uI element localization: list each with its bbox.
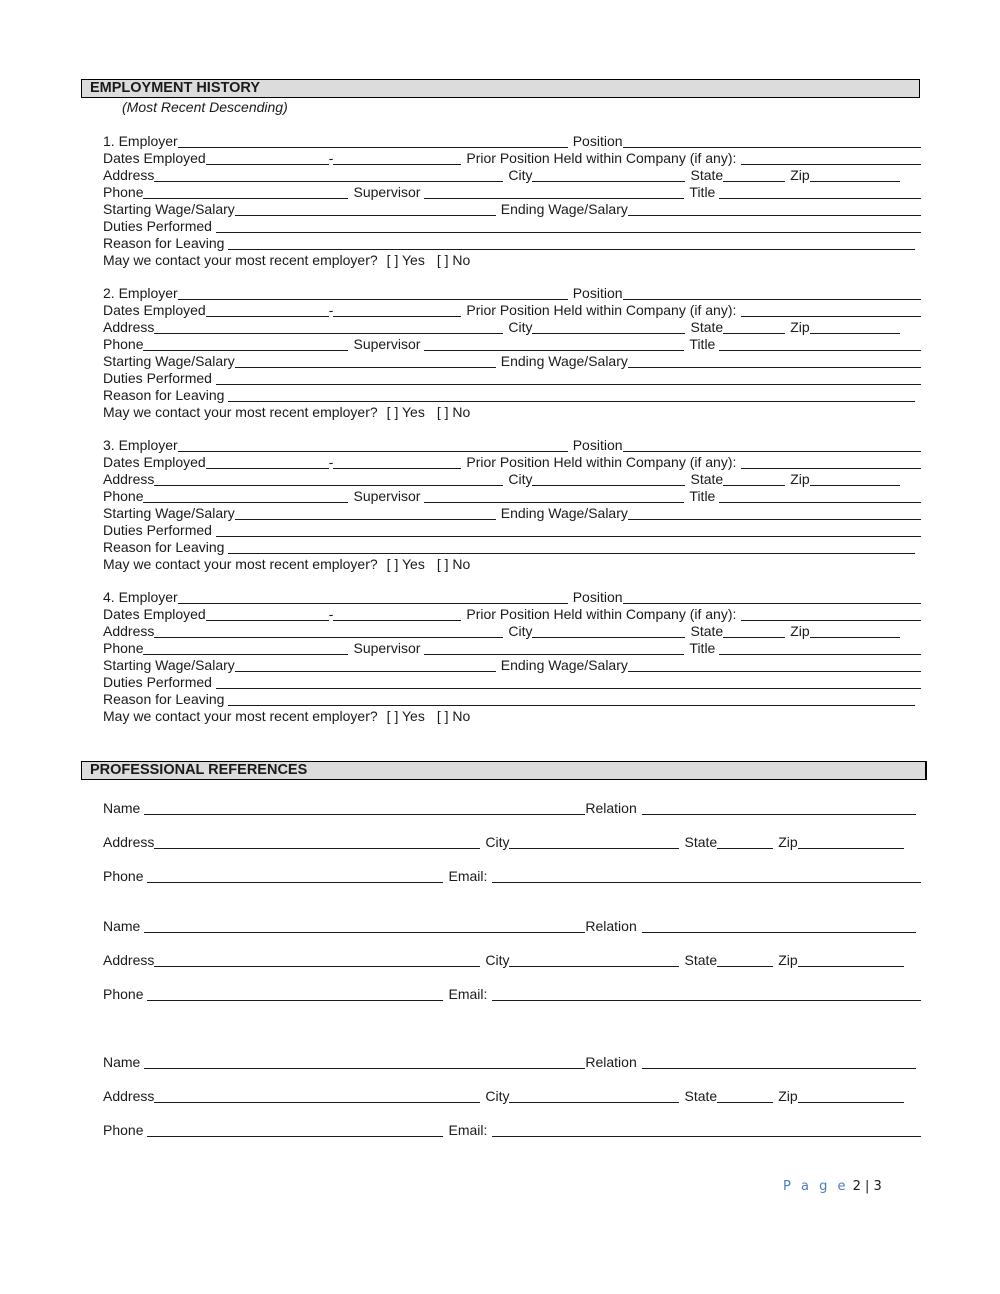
address-input[interactable] <box>154 953 480 967</box>
phone-label: Phone <box>103 184 144 200</box>
zip-input[interactable] <box>810 168 900 182</box>
duties-input[interactable] <box>216 371 921 385</box>
date-to-input[interactable] <box>333 607 461 621</box>
supervisor-input[interactable] <box>424 337 684 351</box>
contact-question: May we contact your most recent employer? <box>103 556 378 572</box>
name-label: Name <box>103 800 141 816</box>
address-row <box>103 319 921 336</box>
state-input[interactable] <box>723 624 785 638</box>
date-separator: - <box>328 454 334 470</box>
zip-input[interactable] <box>798 953 904 967</box>
duties-input[interactable] <box>216 523 921 537</box>
state-input[interactable] <box>723 320 785 334</box>
address-input[interactable] <box>154 168 503 182</box>
title-input[interactable] <box>719 337 921 351</box>
date-from-input[interactable] <box>206 303 329 317</box>
page-count: 2 | 3 <box>852 1179 882 1194</box>
supervisor-input[interactable] <box>424 185 684 199</box>
zip-label: Zip <box>790 471 810 487</box>
name-input[interactable] <box>144 801 585 815</box>
supervisor-input[interactable] <box>424 641 684 655</box>
zip-input[interactable] <box>810 320 900 334</box>
phone-label: Phone <box>103 868 144 884</box>
contact-row <box>103 556 921 573</box>
position-label: Position <box>572 589 623 605</box>
duties-input[interactable] <box>216 675 921 689</box>
dates-employed-label: Dates Employed <box>103 302 206 318</box>
wage-row <box>103 353 921 370</box>
title-label: Title <box>689 184 716 200</box>
date-from-input[interactable] <box>206 455 329 469</box>
position-input[interactable] <box>623 134 921 148</box>
date-separator: - <box>328 150 334 166</box>
phone-input[interactable] <box>143 337 348 351</box>
reference-name-row <box>103 1054 921 1071</box>
starting-wage-input[interactable] <box>235 658 496 672</box>
address-label: Address <box>103 167 155 183</box>
phone-input[interactable] <box>143 641 348 655</box>
email-input[interactable] <box>492 869 921 883</box>
date-separator: - <box>328 302 334 318</box>
contact-yes-checkbox[interactable]: [ ] Yes <box>386 252 425 268</box>
reason-input[interactable] <box>228 692 915 706</box>
date-to-input[interactable] <box>333 151 461 165</box>
contact-question: May we contact your most recent employer? <box>103 252 378 268</box>
city-input[interactable] <box>532 472 685 486</box>
address-label: Address <box>103 952 155 968</box>
professional-references-header: PROFESSIONAL REFERENCES <box>81 761 927 780</box>
address-input[interactable] <box>154 835 480 849</box>
phone-label: Phone <box>103 1122 144 1138</box>
title-label: Title <box>689 640 716 656</box>
title-label: Title <box>689 488 716 504</box>
employer-input[interactable] <box>178 438 568 452</box>
state-label: State <box>684 834 718 850</box>
date-from-input[interactable] <box>206 607 329 621</box>
employer-input[interactable] <box>178 134 568 148</box>
zip-label: Zip <box>778 952 798 968</box>
reason-label: Reason for Leaving <box>103 235 225 251</box>
address-input[interactable] <box>154 1089 480 1103</box>
address-input[interactable] <box>154 320 503 334</box>
email-label: Email: <box>448 1122 488 1138</box>
employer-label: 1. Employer <box>103 133 178 149</box>
state-input[interactable] <box>723 472 785 486</box>
employer-row <box>103 589 921 606</box>
state-input[interactable] <box>717 1089 773 1103</box>
email-label: Email: <box>448 986 488 1002</box>
contact-yes-checkbox[interactable]: [ ] Yes <box>386 556 425 572</box>
city-input[interactable] <box>509 953 679 967</box>
position-label: Position <box>572 133 623 149</box>
contact-row <box>103 708 921 725</box>
city-input[interactable] <box>532 624 685 638</box>
contact-no-checkbox[interactable]: [ ] No <box>436 556 471 572</box>
zip-label: Zip <box>778 834 798 850</box>
prior-position-label: Prior Position Held within Company (if any): <box>466 606 737 622</box>
employer-input[interactable] <box>178 286 568 300</box>
phone-label: Phone <box>103 986 144 1002</box>
prior-position-label: Prior Position Held within Company (if any): <box>466 302 737 318</box>
starting-wage-input[interactable] <box>235 202 496 216</box>
zip-input[interactable] <box>810 624 900 638</box>
prior-position-input[interactable] <box>741 151 921 165</box>
relation-label: Relation <box>585 800 637 816</box>
starting-wage-input[interactable] <box>235 506 496 520</box>
zip-input[interactable] <box>798 1089 904 1103</box>
contact-no-checkbox[interactable]: [ ] No <box>436 252 471 268</box>
city-input[interactable] <box>509 1089 679 1103</box>
phone-row <box>103 640 921 657</box>
page-number <box>783 1179 882 1194</box>
ending-wage-label: Ending Wage/Salary <box>500 505 628 521</box>
reason-input[interactable] <box>228 236 915 250</box>
reference-address-row <box>103 952 921 969</box>
phone-input[interactable] <box>147 987 443 1001</box>
date-separator: - <box>328 606 334 622</box>
employment-history-header: EMPLOYMENT HISTORY <box>81 79 920 98</box>
prior-position-label: Prior Position Held within Company (if any): <box>466 454 737 470</box>
phone-row <box>103 336 921 353</box>
dates-row <box>103 302 921 319</box>
state-input[interactable] <box>717 835 773 849</box>
reference-phone-row <box>103 986 921 1003</box>
reason-input[interactable] <box>228 540 915 554</box>
address-label: Address <box>103 319 155 335</box>
email-label: Email: <box>448 868 488 884</box>
contact-yes-checkbox[interactable]: [ ] Yes <box>386 708 425 724</box>
wage-row <box>103 505 921 522</box>
phone-label: Phone <box>103 488 144 504</box>
supervisor-label: Supervisor <box>353 488 421 504</box>
state-label: State <box>690 471 724 487</box>
employer-label: 2. Employer <box>103 285 178 301</box>
zip-label: Zip <box>778 1088 798 1104</box>
employer-input[interactable] <box>178 590 568 604</box>
contact-row <box>103 252 921 269</box>
reference-phone-row <box>103 868 921 885</box>
phone-row <box>103 488 921 505</box>
reference-name-row <box>103 800 921 817</box>
email-input[interactable] <box>492 1123 921 1137</box>
phone-input[interactable] <box>143 185 348 199</box>
wage-row <box>103 657 921 674</box>
state-label: State <box>690 167 724 183</box>
prior-position-input[interactable] <box>741 607 921 621</box>
city-label: City <box>485 952 510 968</box>
phone-input[interactable] <box>147 1123 443 1137</box>
contact-row <box>103 404 921 421</box>
title-input[interactable] <box>719 185 921 199</box>
phone-row <box>103 184 921 201</box>
zip-input[interactable] <box>798 835 904 849</box>
duties-row <box>103 218 921 235</box>
contact-no-checkbox[interactable]: [ ] No <box>436 708 471 724</box>
prior-position-input[interactable] <box>741 303 921 317</box>
dates-employed-label: Dates Employed <box>103 150 206 166</box>
state-label: State <box>684 952 718 968</box>
address-label: Address <box>103 1088 155 1104</box>
supervisor-label: Supervisor <box>353 336 421 352</box>
phone-input[interactable] <box>143 489 348 503</box>
reason-row <box>103 691 921 708</box>
reason-row <box>103 235 921 252</box>
starting-wage-label: Starting Wage/Salary <box>103 353 235 369</box>
address-input[interactable] <box>154 624 503 638</box>
address-row <box>103 623 921 640</box>
reason-label: Reason for Leaving <box>103 387 225 403</box>
ending-wage-input[interactable] <box>628 658 921 672</box>
ending-wage-input[interactable] <box>628 506 921 520</box>
dates-employed-label: Dates Employed <box>103 454 206 470</box>
contact-no-checkbox[interactable]: [ ] No <box>436 404 471 420</box>
dates-row <box>103 454 921 471</box>
city-label: City <box>485 834 510 850</box>
date-from-input[interactable] <box>206 151 329 165</box>
address-input[interactable] <box>154 472 503 486</box>
zip-label: Zip <box>790 167 810 183</box>
duties-label: Duties Performed <box>103 370 212 386</box>
date-to-input[interactable] <box>333 303 461 317</box>
employer-label: 4. Employer <box>103 589 178 605</box>
address-row <box>103 471 921 488</box>
relation-input[interactable] <box>642 1055 916 1069</box>
relation-label: Relation <box>585 1054 637 1070</box>
reason-input[interactable] <box>228 388 915 402</box>
supervisor-input[interactable] <box>424 489 684 503</box>
duties-label: Duties Performed <box>103 218 212 234</box>
reference-name-row <box>103 918 921 935</box>
contact-question: May we contact your most recent employer? <box>103 404 378 420</box>
position-input[interactable] <box>623 286 921 300</box>
state-label: State <box>690 319 724 335</box>
zip-label: Zip <box>790 319 810 335</box>
city-label: City <box>508 319 533 335</box>
employer-row <box>103 133 921 150</box>
contact-question: May we contact your most recent employer? <box>103 708 378 724</box>
page-word: P a g e <box>783 1179 849 1194</box>
position-label: Position <box>572 437 623 453</box>
duties-row <box>103 522 921 539</box>
ending-wage-label: Ending Wage/Salary <box>500 657 628 673</box>
ending-wage-label: Ending Wage/Salary <box>500 201 628 217</box>
address-row <box>103 167 921 184</box>
dates-employed-label: Dates Employed <box>103 606 206 622</box>
state-input[interactable] <box>717 953 773 967</box>
reason-row <box>103 387 921 404</box>
prior-position-label: Prior Position Held within Company (if any): <box>466 150 737 166</box>
position-label: Position <box>572 285 623 301</box>
zip-label: Zip <box>790 623 810 639</box>
employer-row <box>103 437 921 454</box>
duties-row <box>103 674 921 691</box>
title-input[interactable] <box>719 489 921 503</box>
name-input[interactable] <box>144 919 585 933</box>
city-input[interactable] <box>532 168 685 182</box>
employer-label: 3. Employer <box>103 437 178 453</box>
name-label: Name <box>103 1054 141 1070</box>
reference-address-row <box>103 834 921 851</box>
dates-row <box>103 150 921 167</box>
phone-input[interactable] <box>147 869 443 883</box>
city-input[interactable] <box>509 835 679 849</box>
phone-label: Phone <box>103 640 144 656</box>
email-input[interactable] <box>492 987 921 1001</box>
starting-wage-label: Starting Wage/Salary <box>103 505 235 521</box>
reference-address-row <box>103 1088 921 1105</box>
supervisor-label: Supervisor <box>353 184 421 200</box>
phone-label: Phone <box>103 336 144 352</box>
reason-label: Reason for Leaving <box>103 691 225 707</box>
duties-label: Duties Performed <box>103 674 212 690</box>
dates-row <box>103 606 921 623</box>
title-label: Title <box>689 336 716 352</box>
ending-wage-input[interactable] <box>628 354 921 368</box>
reason-row <box>103 539 921 556</box>
starting-wage-label: Starting Wage/Salary <box>103 657 235 673</box>
name-label: Name <box>103 918 141 934</box>
contact-yes-checkbox[interactable]: [ ] Yes <box>386 404 425 420</box>
address-label: Address <box>103 623 155 639</box>
zip-input[interactable] <box>810 472 900 486</box>
duties-input[interactable] <box>216 219 921 233</box>
city-label: City <box>508 623 533 639</box>
relation-input[interactable] <box>642 801 916 815</box>
employer-row <box>103 285 921 302</box>
starting-wage-label: Starting Wage/Salary <box>103 201 235 217</box>
relation-input[interactable] <box>642 919 916 933</box>
employment-history-subtitle: (Most Recent Descending) <box>122 99 288 115</box>
city-label: City <box>485 1088 510 1104</box>
position-input[interactable] <box>623 590 921 604</box>
state-label: State <box>684 1088 718 1104</box>
reference-phone-row <box>103 1122 921 1139</box>
state-input[interactable] <box>723 168 785 182</box>
duties-row <box>103 370 921 387</box>
ending-wage-input[interactable] <box>628 202 921 216</box>
state-label: State <box>690 623 724 639</box>
prior-position-input[interactable] <box>741 455 921 469</box>
reason-label: Reason for Leaving <box>103 539 225 555</box>
address-label: Address <box>103 471 155 487</box>
position-input[interactable] <box>623 438 921 452</box>
relation-label: Relation <box>585 918 637 934</box>
address-label: Address <box>103 834 155 850</box>
name-input[interactable] <box>144 1055 585 1069</box>
supervisor-label: Supervisor <box>353 640 421 656</box>
city-input[interactable] <box>532 320 685 334</box>
city-label: City <box>508 471 533 487</box>
ending-wage-label: Ending Wage/Salary <box>500 353 628 369</box>
date-to-input[interactable] <box>333 455 461 469</box>
city-label: City <box>508 167 533 183</box>
title-input[interactable] <box>719 641 921 655</box>
wage-row <box>103 201 921 218</box>
duties-label: Duties Performed <box>103 522 212 538</box>
starting-wage-input[interactable] <box>235 354 496 368</box>
